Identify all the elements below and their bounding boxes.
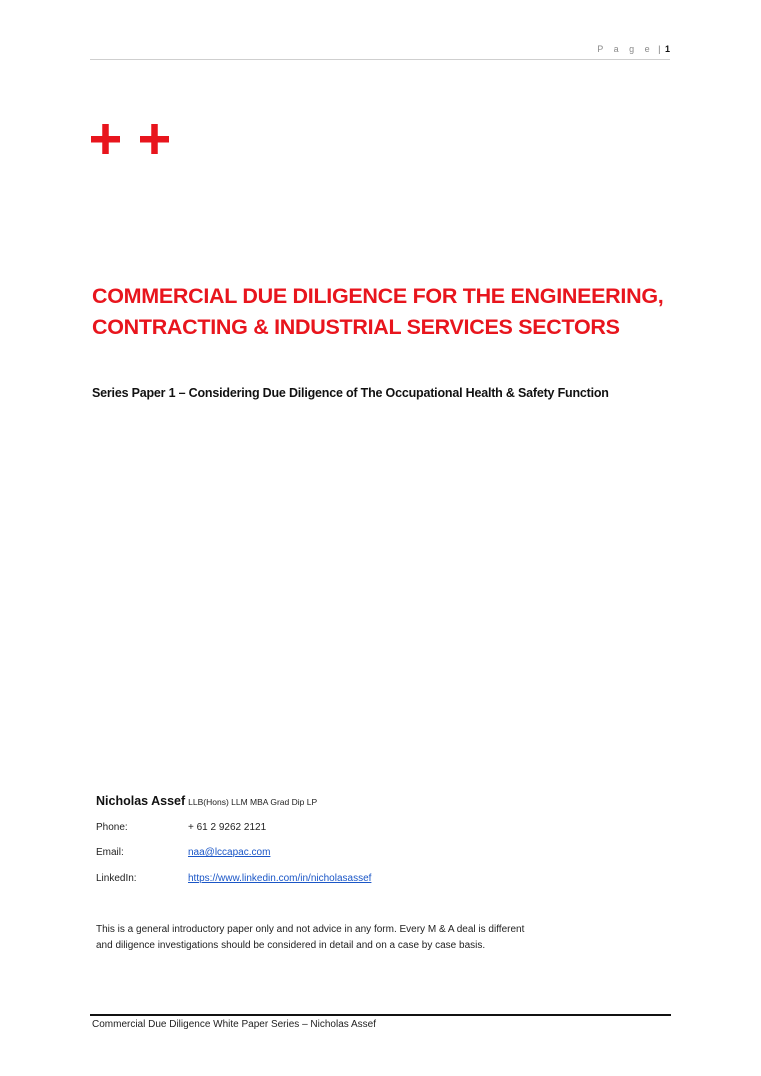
page-separator: | (658, 44, 661, 54)
contact-phone-row (96, 822, 266, 833)
document-title (92, 281, 712, 343)
phone-value: + 61 2 9262 2121 (188, 822, 267, 833)
page-number: 1 (664, 44, 670, 54)
page-header (90, 44, 670, 60)
linkedin-label: LinkedIn: (96, 873, 137, 884)
author-name: Nicholas Assef (96, 794, 186, 808)
page-label: P a g e (597, 44, 654, 54)
linkedin-link[interactable]: https://www.linkedin.com/in/nicholasassef (188, 873, 372, 884)
author-qualifications: LLB(Hons) LLM MBA Grad Dip LP (188, 797, 318, 807)
contact-linkedin-row (96, 873, 371, 884)
document-subtitle: Series Paper 1 – Considering Due Diligence of The Occupational Health & Safety Function (92, 386, 609, 400)
phone-label: Phone: (96, 822, 128, 833)
email-link[interactable]: naa@lccapac.com (188, 847, 271, 858)
double-plus-icon (91, 124, 171, 154)
title-line-2: CONTRACTING & INDUSTRIAL SERVICES SECTORS (92, 315, 620, 339)
email-label: Email: (96, 847, 124, 858)
author-block (96, 794, 317, 808)
footer-divider (90, 1014, 671, 1016)
disclaimer: This is a general introductory paper only and not advice in any form. Every M & A deal is different and diligence investigations should be considered in detail and on a case by case basis. (96, 924, 525, 951)
title-line-1: COMMERCIAL DUE DILIGENCE FOR THE ENGINEERING, (92, 284, 664, 308)
contact-email-row (96, 847, 270, 858)
page-footer: Commercial Due Diligence White Paper Series – Nicholas Assef (92, 1019, 377, 1030)
